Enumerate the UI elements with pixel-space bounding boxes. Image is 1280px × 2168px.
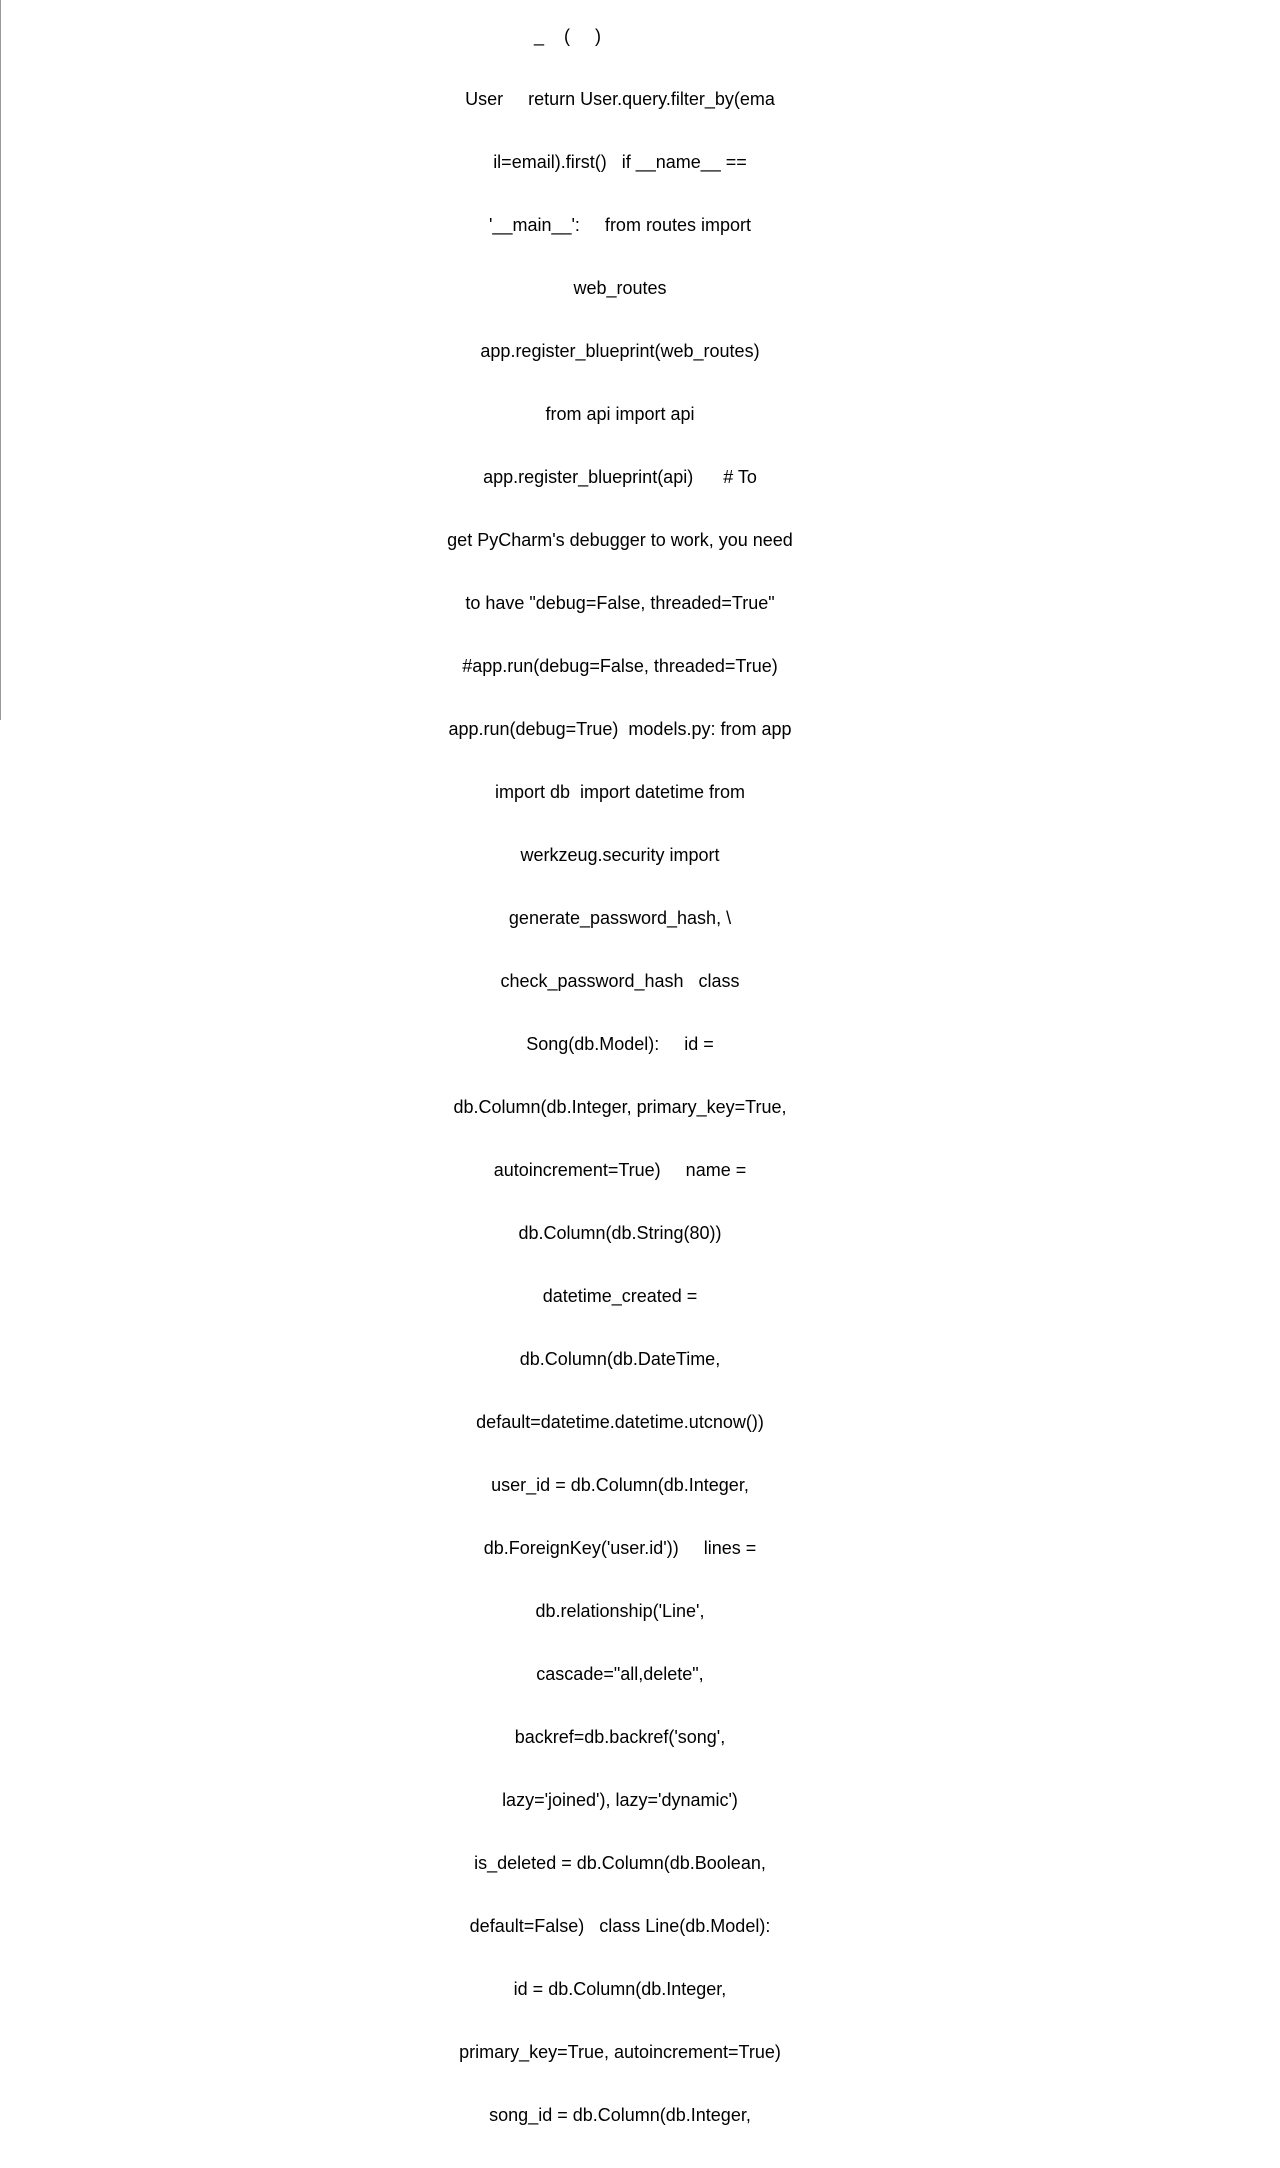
code-line-27: backref=db.backref('song', xyxy=(514,1727,726,1747)
window-left-border xyxy=(0,0,1,720)
code-line-26: cascade="all,delete", xyxy=(536,1664,704,1684)
code-line-22: default=datetime.datetime.utcnow()) xyxy=(476,1412,764,1432)
code-line-10: #app.run(debug=False, threaded=True) xyxy=(462,656,778,676)
code-line-4: web_routes xyxy=(573,278,667,298)
code-line-7: app.register_blueprint(api) # To xyxy=(483,467,757,487)
code-line-23: user_id = db.Column(db.Integer, xyxy=(491,1475,749,1495)
code-line-30: default=False) class Line(db.Model): xyxy=(469,1916,771,1936)
code-line-15: check_password_hash class xyxy=(500,971,740,991)
code-line-16: Song(db.Model): id = xyxy=(526,1034,714,1054)
code-line-6: from api import api xyxy=(545,404,695,424)
code-line-12: import db import datetime from xyxy=(494,782,746,802)
code-line-8: get PyCharm's debugger to work, you need xyxy=(447,530,793,550)
code-line-5: app.register_blueprint(web_routes) xyxy=(480,341,760,361)
code-line-25: db.relationship('Line', xyxy=(535,1601,705,1621)
code-text-block xyxy=(430,0,810,2168)
code-line-29: is_deleted = db.Column(db.Boolean, xyxy=(474,1853,766,1873)
code-line-1: User return User.query.filter_by(ema xyxy=(465,89,775,109)
code-line-11: app.run(debug=True) models.py: from app xyxy=(448,719,792,739)
code-line-33: song_id = db.Column(db.Integer, xyxy=(489,2105,751,2125)
code-text-viewport[interactable] xyxy=(430,0,810,2125)
code-line-19: db.Column(db.String(80)) xyxy=(518,1223,722,1243)
code-line-20: datetime_created = xyxy=(542,1286,698,1306)
code-line-31: id = db.Column(db.Integer, xyxy=(513,1979,727,1999)
code-line-24: db.ForeignKey('user.id')) lines = xyxy=(483,1538,757,1558)
code-line-0: _ ( ) xyxy=(508,26,732,46)
code-line-32: primary_key=True, autoincrement=True) xyxy=(459,2042,781,2062)
code-line-3: '__main__': from routes import xyxy=(489,215,751,235)
code-line-2: il=email).first() if __name__ == xyxy=(493,152,747,172)
code-line-13: werkzeug.security import xyxy=(520,845,720,865)
code-line-28: lazy='joined'), lazy='dynamic') xyxy=(502,1790,738,1810)
code-line-14: generate_password_hash, \ xyxy=(508,908,732,928)
code-line-21: db.Column(db.DateTime, xyxy=(519,1349,721,1369)
code-line-18: autoincrement=True) name = xyxy=(493,1160,747,1180)
code-line-9: to have "debug=False, threaded=True" xyxy=(465,593,775,613)
code-line-17: db.Column(db.Integer, primary_key=True, xyxy=(453,1097,787,1117)
